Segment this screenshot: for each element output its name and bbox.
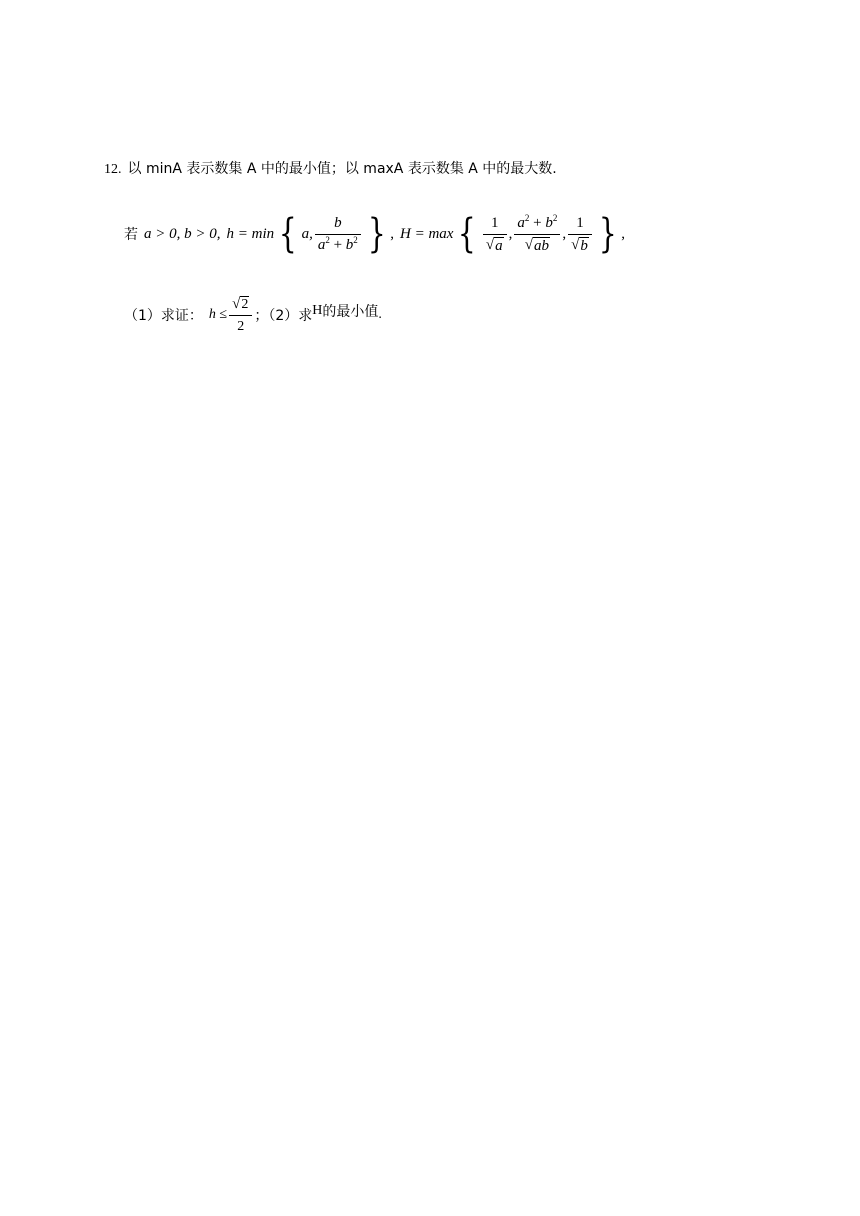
sqrt2-numerator: √ 2 — [232, 295, 249, 312]
question-1-lhs: h ≤ — [208, 307, 228, 322]
formula-end: , — [621, 225, 626, 242]
h-fraction — [315, 215, 361, 254]
right-brace-icon: } — [598, 211, 617, 257]
sqrt-icon: √ — [232, 295, 241, 312]
sqrt-icon: √ — [485, 236, 495, 253]
H-fraction-2-denominator: √ ab — [524, 236, 549, 254]
H-fraction-1-denominator: √ a — [485, 236, 503, 254]
left-brace-icon: { — [278, 211, 297, 257]
H-fraction-2 — [514, 212, 560, 254]
H-fraction-1 — [483, 215, 507, 254]
h-definition: h = min — [226, 225, 275, 242]
sqrt2-denominator: 2 — [237, 318, 245, 334]
question-2-label: ；（2）求 — [254, 308, 313, 324]
sqrt-icon: √ — [571, 236, 580, 253]
separator: , — [390, 225, 394, 242]
formula-definition: 若 a > 0, b > 0, h = min { a, $\frac{b}{a^2 + b^2}$ } , H = max { 1 √ a , $a^2 + b^2$ √ ab , 1 √ b } , — [124, 211, 626, 257]
question-2-text: 的最小值 — [322, 304, 379, 320]
formula-condition: a > 0, b > 0, — [144, 225, 221, 242]
sqrt2-over-2 — [229, 296, 252, 335]
question-2-var: H — [312, 303, 323, 318]
problem-number: 12. — [104, 162, 122, 177]
H-fraction-1-numerator: 1 — [491, 214, 499, 231]
h-fraction-denominator: $a^2 + b^2$ — [317, 234, 358, 253]
problem-statement — [104, 160, 557, 179]
sqrt-icon: √ — [524, 236, 533, 253]
h-term-a: a, — [301, 225, 313, 242]
H-fraction-2-numerator: $a^2 + b^2$ — [517, 212, 558, 231]
left-brace-icon: { — [458, 211, 477, 257]
problem-text: 以 minA 表示数集 A 中的最小值；以 maxA 表示数集 A 中的最大数. — [127, 161, 557, 177]
question-1-label: （1）求证： — [124, 308, 203, 324]
formula-prefix: 若 — [124, 227, 138, 243]
questions — [124, 290, 382, 340]
H-fraction-3-denominator: √ b — [571, 236, 588, 254]
H-fraction-3 — [568, 215, 592, 254]
question-2-end: . — [378, 307, 382, 322]
h-fraction-numerator: b — [334, 214, 342, 231]
H-fraction-3-numerator: 1 — [576, 214, 584, 231]
H-definition: H = max — [400, 225, 454, 242]
right-brace-icon: } — [367, 211, 386, 257]
